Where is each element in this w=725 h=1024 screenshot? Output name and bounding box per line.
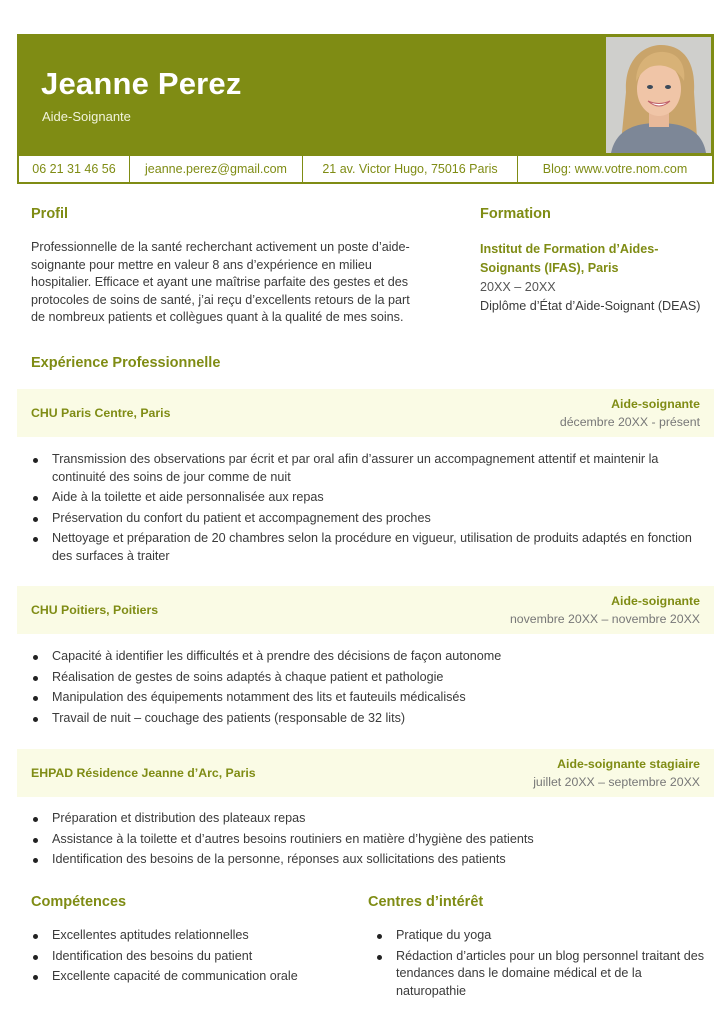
list-item: Manipulation des équipements notamment des lits et fauteuils médicalisés [31, 689, 701, 707]
interests-list [375, 927, 705, 1003]
job-dates: juillet 20XX – septembre 20XX [533, 775, 700, 789]
email-link[interactable]: jeanne.perez@gmail.com [130, 156, 303, 182]
list-item: Excellente capacité de communication orale [31, 968, 351, 986]
education-institution: Institut de Formation d’Aides-Soignants (IFAS), Paris [480, 242, 659, 275]
job-header [17, 749, 714, 797]
profile-heading: Profil [31, 206, 69, 222]
list-item: Excellentes aptitudes relationnelles [31, 927, 351, 945]
portrait-icon [606, 37, 711, 153]
job-header [17, 586, 714, 634]
profile-text: Professionnelle de la santé recherchant activement un poste d’aide-soignante pour mettre en valeur 8 ans d’expérience en milieu hospitalier. Efficace et ayant une maîtrise parfaite des gestes et des protocoles de soins de santé, j’ai reçu d’excellents retours de la part de nombreux patients et collègues quant à la qualité de mes soins. [31, 240, 410, 324]
profile-photo [603, 34, 714, 156]
job-company: EHPAD Résidence Jeanne d’Arc, Paris [31, 766, 256, 780]
contact-bar [17, 154, 714, 184]
list-item: Préparation et distribution des plateaux repas [31, 810, 701, 828]
job-dates: novembre 20XX – novembre 20XX [509, 612, 700, 626]
job-duties-list [31, 810, 701, 872]
list-item: Préservation du confort du patient et accompagnement des proches [31, 510, 701, 528]
list-item: Réalisation de gestes de soins adaptés à chaque patient et pathologie [31, 669, 701, 687]
job-company: CHU Paris Centre, Paris [31, 406, 171, 420]
list-item: Travail de nuit – couchage des patients (responsable de 32 lits) [31, 710, 701, 728]
experience-heading: Expérience Professionnelle [31, 355, 221, 371]
blog-link[interactable]: Blog: www.votre.nom.com [542, 162, 688, 176]
list-item: Identification des besoins du patient [31, 948, 351, 966]
address: 21 av. Victor Hugo, 75016 Paris [303, 156, 518, 182]
list-item: Identification des besoins de la personne, réponses aux sollicitations des patients [31, 851, 701, 869]
job-header [17, 389, 714, 437]
job-duties-list [31, 451, 701, 568]
list-item: Rédaction d’articles pour un blog personnel traitant des tendances dans le domaine médical et de la naturopathie [375, 948, 705, 1001]
education-heading: Formation [480, 206, 551, 222]
education-degree: Diplôme d’État d’Aide-Soignant (DEAS) [480, 299, 701, 313]
job-duties-list [31, 648, 701, 730]
header-banner [17, 34, 714, 156]
list-item: Pratique du yoga [375, 927, 705, 945]
list-item: Assistance à la toilette et d’autres besoins routiniers en matière d’hygiène des patients [31, 831, 701, 849]
job-role: Aide-soignante [611, 397, 700, 411]
list-item: Nettoyage et préparation de 20 chambres selon la procédure en vigueur, utilisation de produits adaptés en fonction des surfaces à traiter [31, 530, 701, 565]
job-dates: décembre 20XX - présent [559, 415, 700, 429]
job-role: Aide-soignante [611, 594, 700, 608]
interests-heading: Centres d’intérêt [368, 894, 484, 910]
list-item: Capacité à identifier les difficultés et à prendre des décisions de façon autonome [31, 648, 701, 666]
list-item: Aide à la toilette et aide personnalisée aux repas [31, 489, 701, 507]
phone-number[interactable]: 06 21 31 46 56 [19, 156, 130, 182]
education-years: 20XX – 20XX [480, 280, 556, 294]
candidate-name: Jeanne Perez [41, 66, 242, 101]
skills-heading: Compétences [31, 894, 127, 910]
job-role: Aide-soignante stagiaire [557, 757, 700, 771]
skills-list [31, 927, 351, 989]
list-item: Transmission des observations par écrit et par oral afin d’assurer un accompagnement attentif et maintenir la continuité des soins de jour comme de nuit [31, 451, 701, 486]
job-company: CHU Poitiers, Poitiers [31, 603, 159, 617]
education-block [480, 240, 710, 316]
job-title: Aide-Soignante [42, 109, 131, 124]
